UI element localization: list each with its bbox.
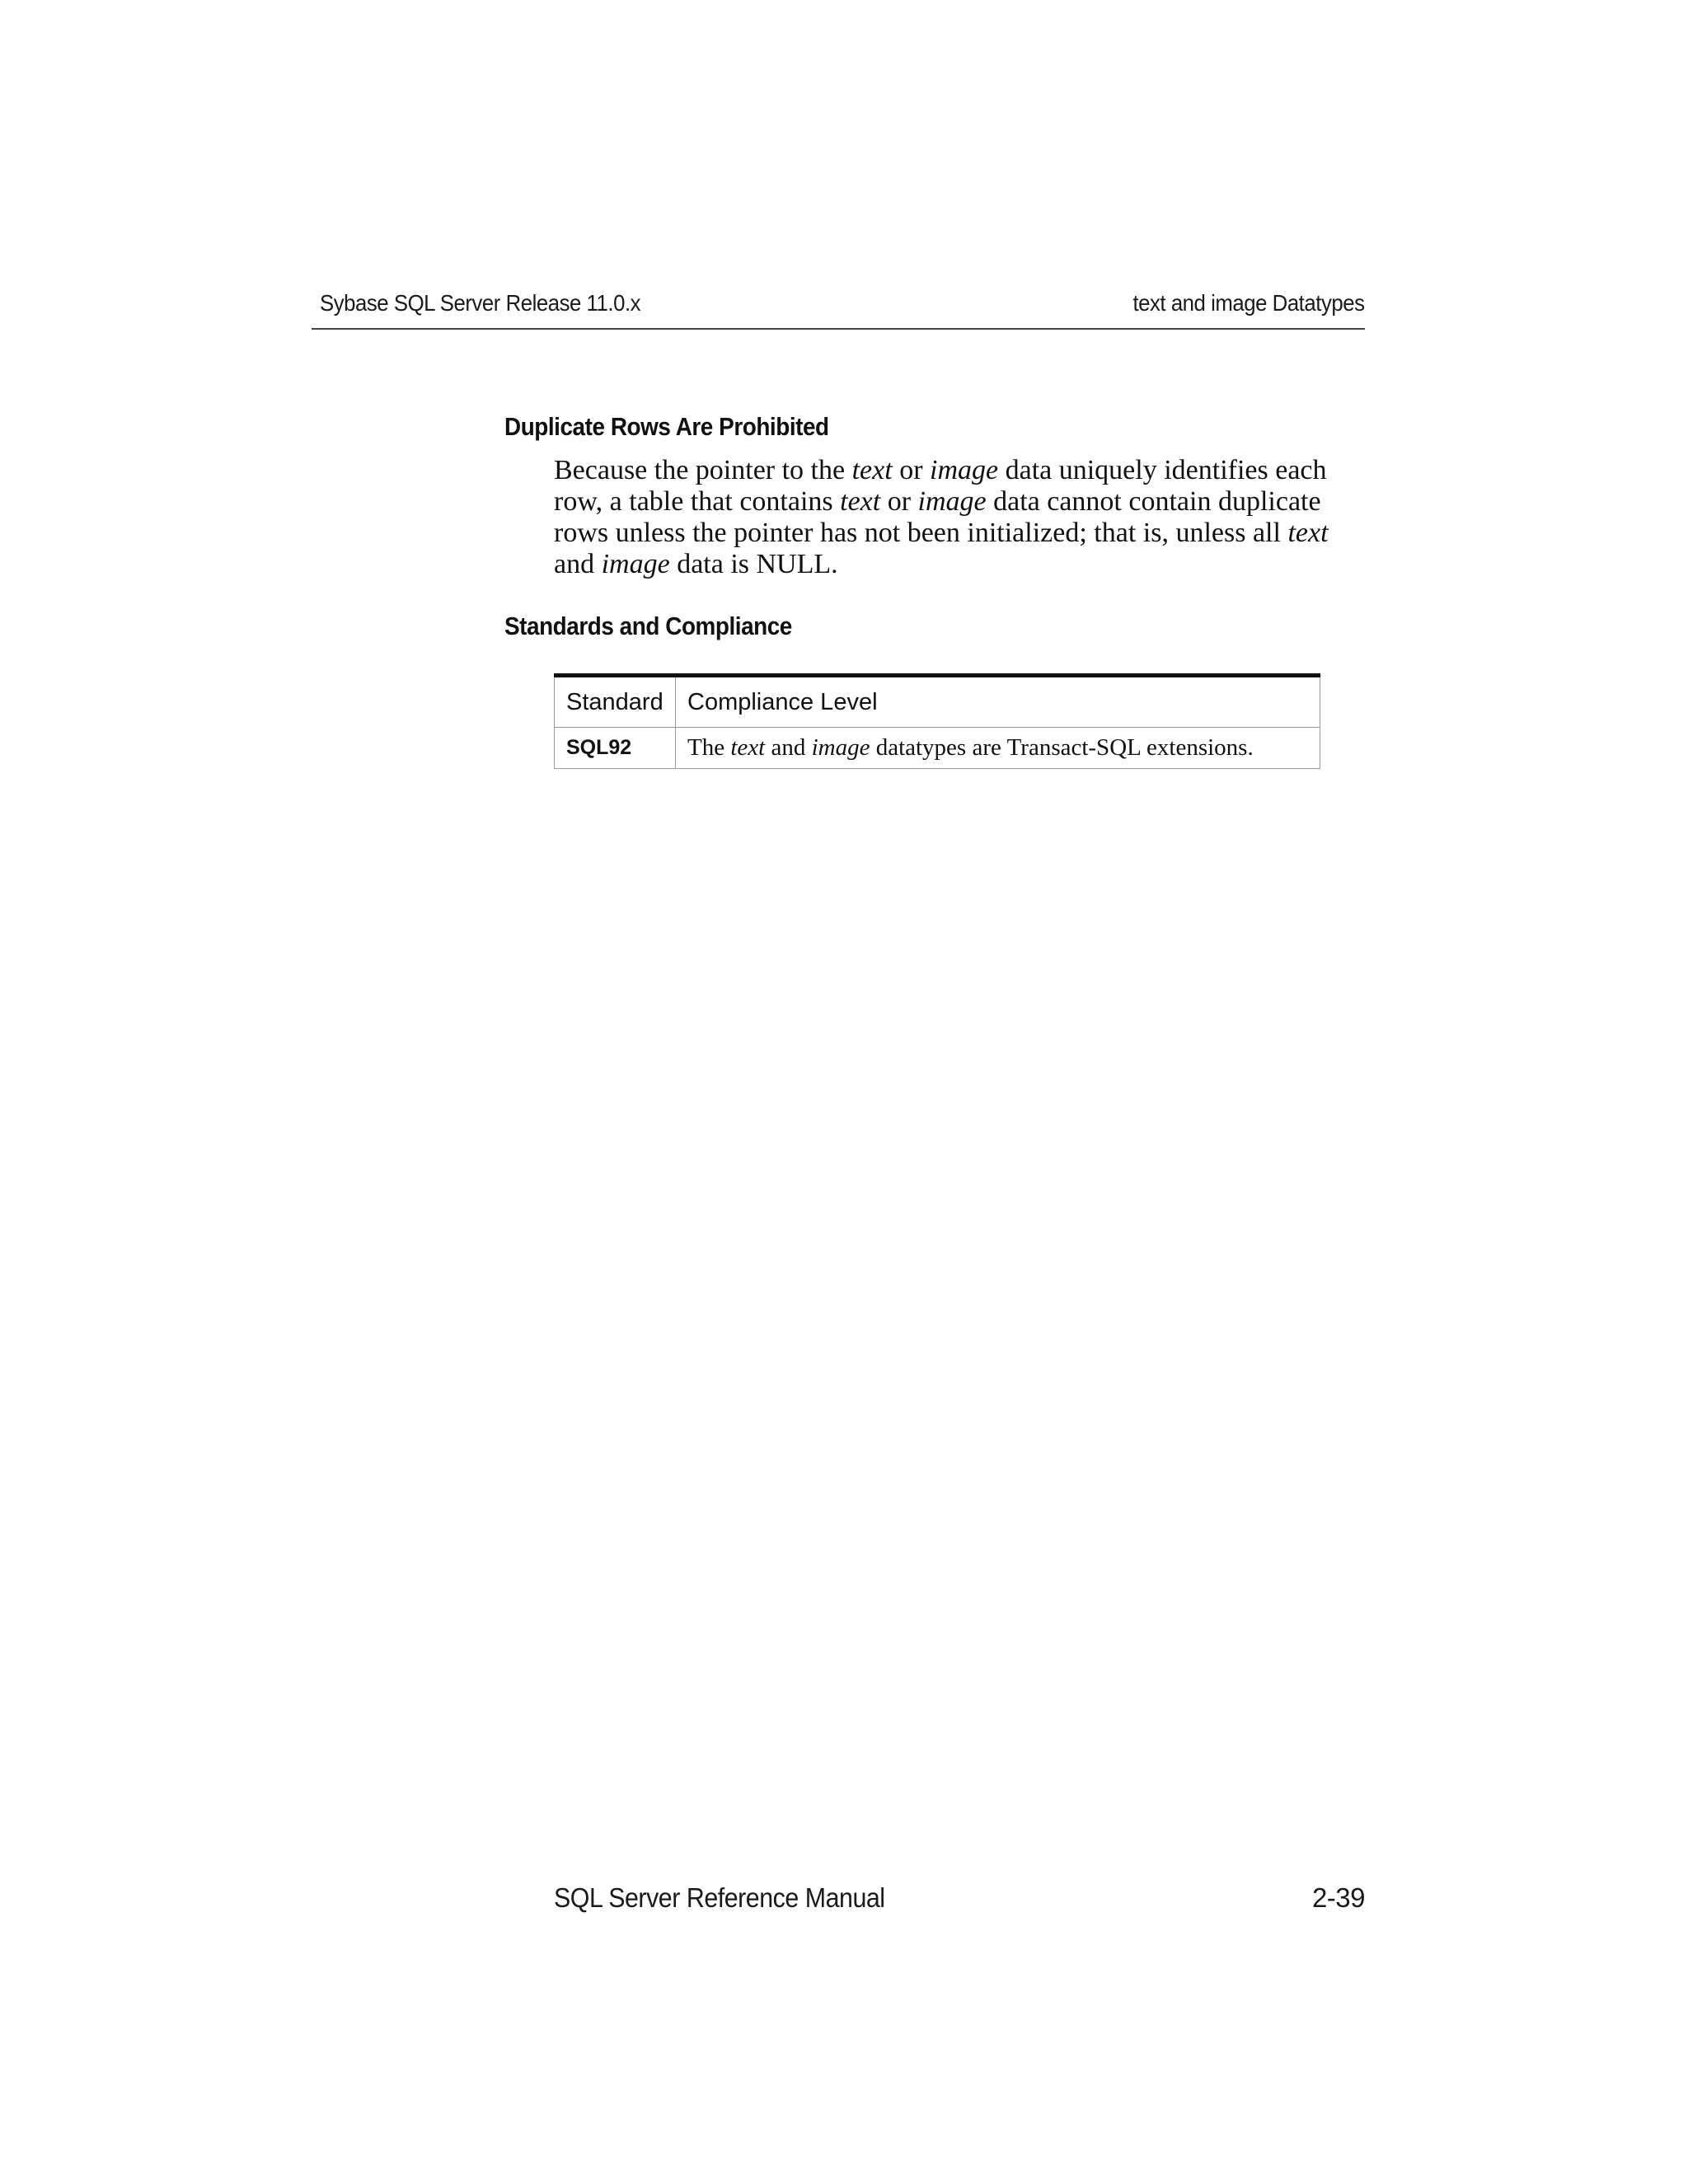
cell-standard: SQL92 <box>555 728 676 769</box>
running-header-right: text and image Datatypes <box>1132 290 1365 316</box>
page-number: 2-39 <box>1311 1882 1365 1913</box>
duplicate-rows-paragraph: Because the pointer to the text or image data uniquely identifies each row, a table that contains text or image data cannot contain duplicate rows unless the pointer has not been initialized; that is, unless all text and image data is NULL. <box>554 455 1329 579</box>
table-header-row <box>555 676 1320 728</box>
cell-compliance-level: The text and image datatypes are Transact-SQL extensions. <box>676 728 1320 769</box>
column-header-standard: Standard <box>555 676 676 728</box>
header-rule <box>312 328 1365 330</box>
compliance-table <box>554 673 1320 769</box>
section-heading-duplicate-rows: Duplicate Rows Are Prohibited <box>504 412 829 441</box>
table-row <box>555 728 1320 769</box>
column-header-compliance-level: Compliance Level <box>676 676 1320 728</box>
footer-title: SQL Server Reference Manual <box>554 1882 885 1913</box>
running-header-left: Sybase SQL Server Release 11.0.x <box>320 290 641 316</box>
section-heading-standards: Standards and Compliance <box>504 612 792 640</box>
